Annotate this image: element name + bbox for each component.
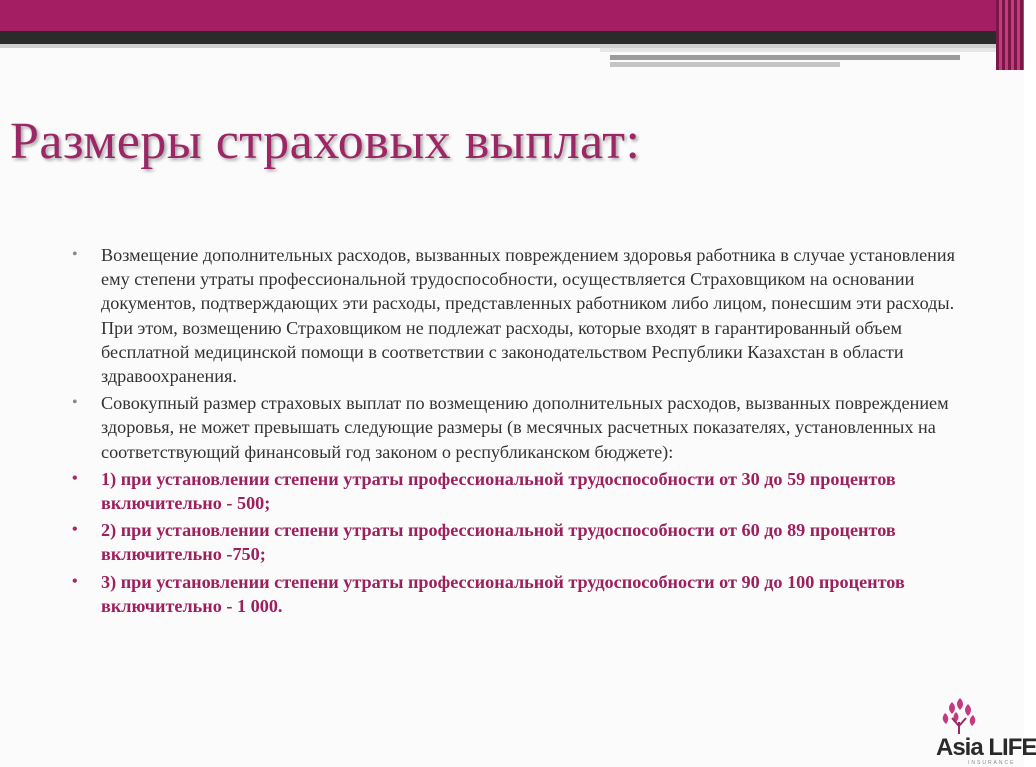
- header-light-band: [600, 48, 1000, 52]
- bullet-list: [72, 243, 972, 621]
- list-item-highlight: [72, 467, 972, 515]
- list-item-highlight: [72, 518, 972, 566]
- list-item-text: Совокупный размер страховых выплат по возмещению дополнительных расходов, вызванных повреждением здоровья, не может превышать следующие размеры (в месячных расчетных показателях, установленных на соответствующий финансовый год законом о республиканском бюджете):: [101, 393, 949, 462]
- list-item-text: 2) при установлении степени утраты профессиональной трудоспособности от 60 до 89 процентов включительно -750;: [101, 520, 896, 565]
- list-item: [72, 243, 972, 388]
- list-item-text: 3) при установлении степени утраты профессиональной трудоспособности от 90 до 100 процентов включительно - 1 000.: [101, 571, 905, 616]
- bullet-icon: •: [72, 469, 78, 487]
- slide-title: Размеры страховых выплат:: [10, 113, 641, 170]
- list-item: [72, 391, 972, 464]
- bullet-icon: •: [72, 246, 78, 263]
- bullet-icon: •: [72, 572, 78, 590]
- list-item-text: Возмещение дополнительных расходов, вызванных повреждением здоровья работника в случае установления ему степени утраты профессиональной трудоспособности, осуществляется Страховщиком на основании документов, подтверждающих эти расходы, представленных работником либо лицом, понесшим эти расходы. При этом, возмещению Страховщиком не подлежат расходы, которые входят в гарантированный объем бесплатной медицинской помощи в соответствии с законодательством Республики Казахстан в области здравоохранения.: [101, 245, 955, 387]
- list-item-text: 1) при установлении степени утраты профессиональной трудоспособности от 30 до 59 процентов включительно - 500;: [101, 468, 896, 514]
- header-band: [0, 0, 1024, 31]
- bullet-icon: •: [72, 394, 78, 412]
- corner-stripes: [996, 0, 1024, 70]
- brand-logo: Asia LIFE: [936, 734, 1036, 761]
- list-item-highlight: [72, 570, 972, 618]
- brand-subtitle: INSURANCE: [968, 760, 1016, 766]
- header-grey-line-short: [610, 62, 840, 67]
- bullet-icon: •: [72, 521, 78, 539]
- header-grey-line: [610, 55, 960, 60]
- header-dark-band: [0, 31, 1024, 44]
